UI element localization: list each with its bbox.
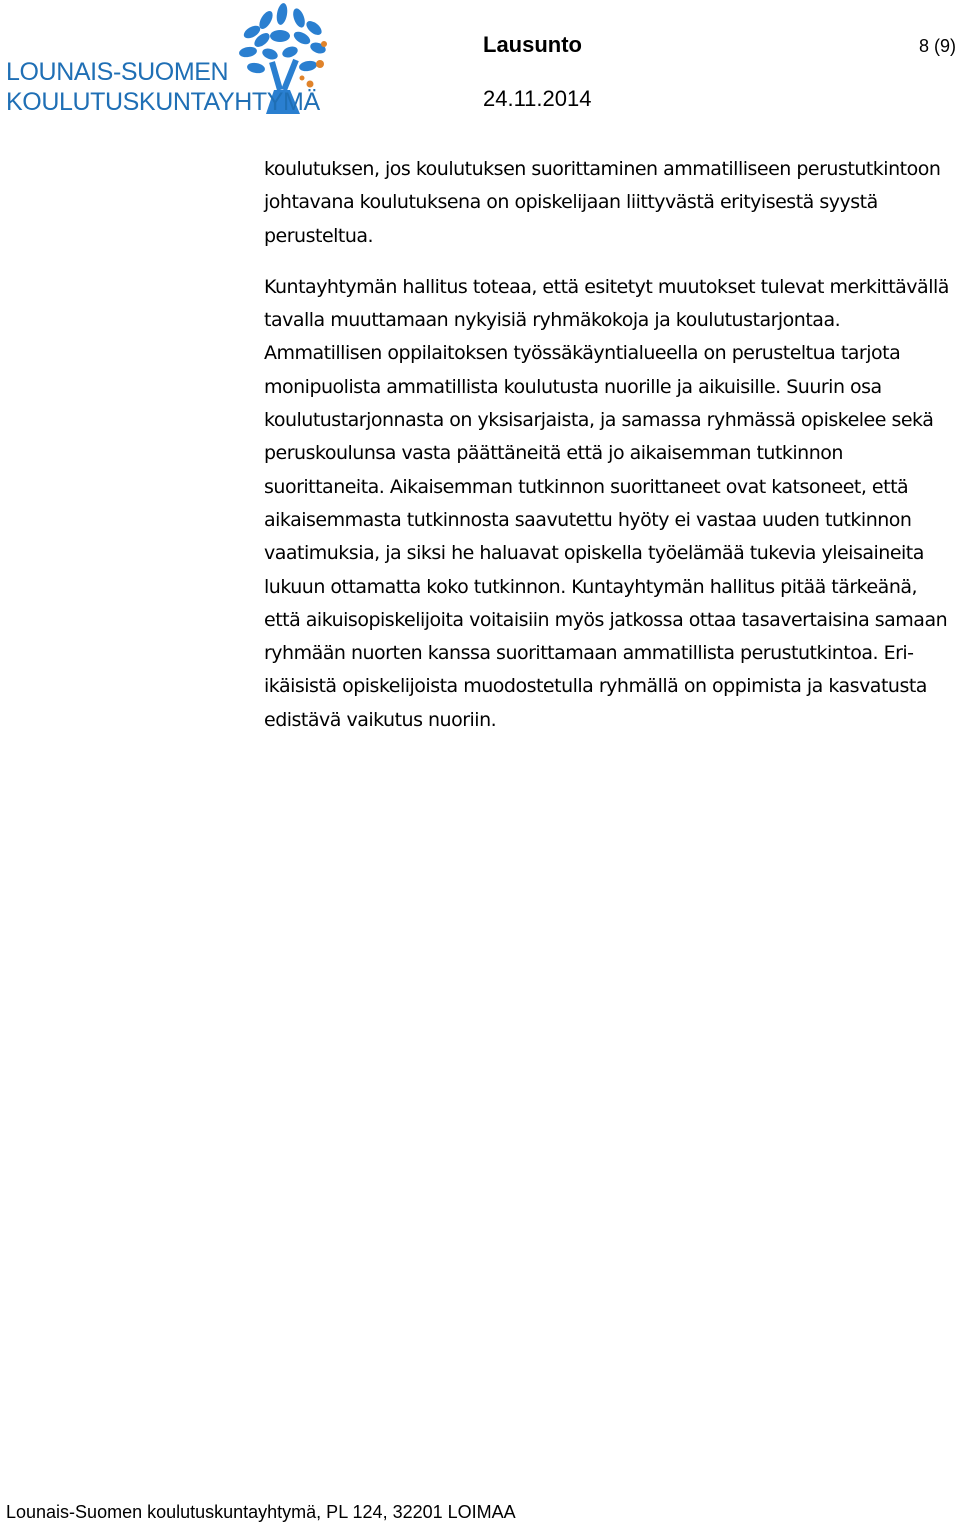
- body-paragraph: koulutuksen, jos koulutuksen suorittaminen ammatilliseen perustutkintoon johtavana koulutuksena on opiskelijaan liittyvästä erityisestä syystä perusteltua.: [264, 158, 941, 247]
- footer-address: Lounais-Suomen koulutuskuntayhtymä, PL 124, 32201 LOIMAA: [6, 1502, 516, 1522]
- body-paragraph: Kuntayhtymän hallitus toteaa, että esitetyt muutokset tulevat merkittävällä tavalla muuttamaan nykyisiä ryhmäkokoja ja koulutustarjontaa. Ammatillisen oppilaitoksen työssäkäyntialueella on perusteltua tarjota monipuolista ammatillista koulutusta nuorille ja aikuisille. Suurin osa koulutustarjonnasta on yksisarjaista, ja samassa ryhmässä opiskelee sekä peruskoulunsa vasta päättäneitä että jo aikaisemman tutkinnon suorittaneita. Aikaisemman tutkinnon suorittaneet ovat katsoneet, että aikaisemmasta tutkinnosta saavutettu hyöty ei vastaa uuden tutkinnon vaatimuksia, ja siksi he haluavat opiskella työelämää tukevia yleisaineita lukuun ottamatta koko tutkinnon. Kuntayhtymän hallitus pitää tärkeänä, että aikuisopiskelijoita voitaisiin myös jatkossa ottaa tasavertaisina samaan ryhmään nuorten kanssa suorittamaan ammatillista perustutkintoa. Eri-ikäisistä opiskelijoista muodostetulla ryhmällä on oppimista ja kasvatusta edistävä vaikutus nuoriin.: [264, 275, 949, 731]
- document-title: Lausunto: [483, 32, 582, 57]
- logo-line-1: LOUNAIS-SUOMEN: [6, 58, 229, 86]
- logo-line-2: KOULUTUSKUNTAYHTYMÄ: [6, 88, 320, 116]
- page-number: 8 (9): [918, 36, 956, 56]
- document-body: [264, 153, 956, 737]
- document-date: 24.11.2014: [483, 86, 592, 111]
- organization-logo: [4, 2, 334, 118]
